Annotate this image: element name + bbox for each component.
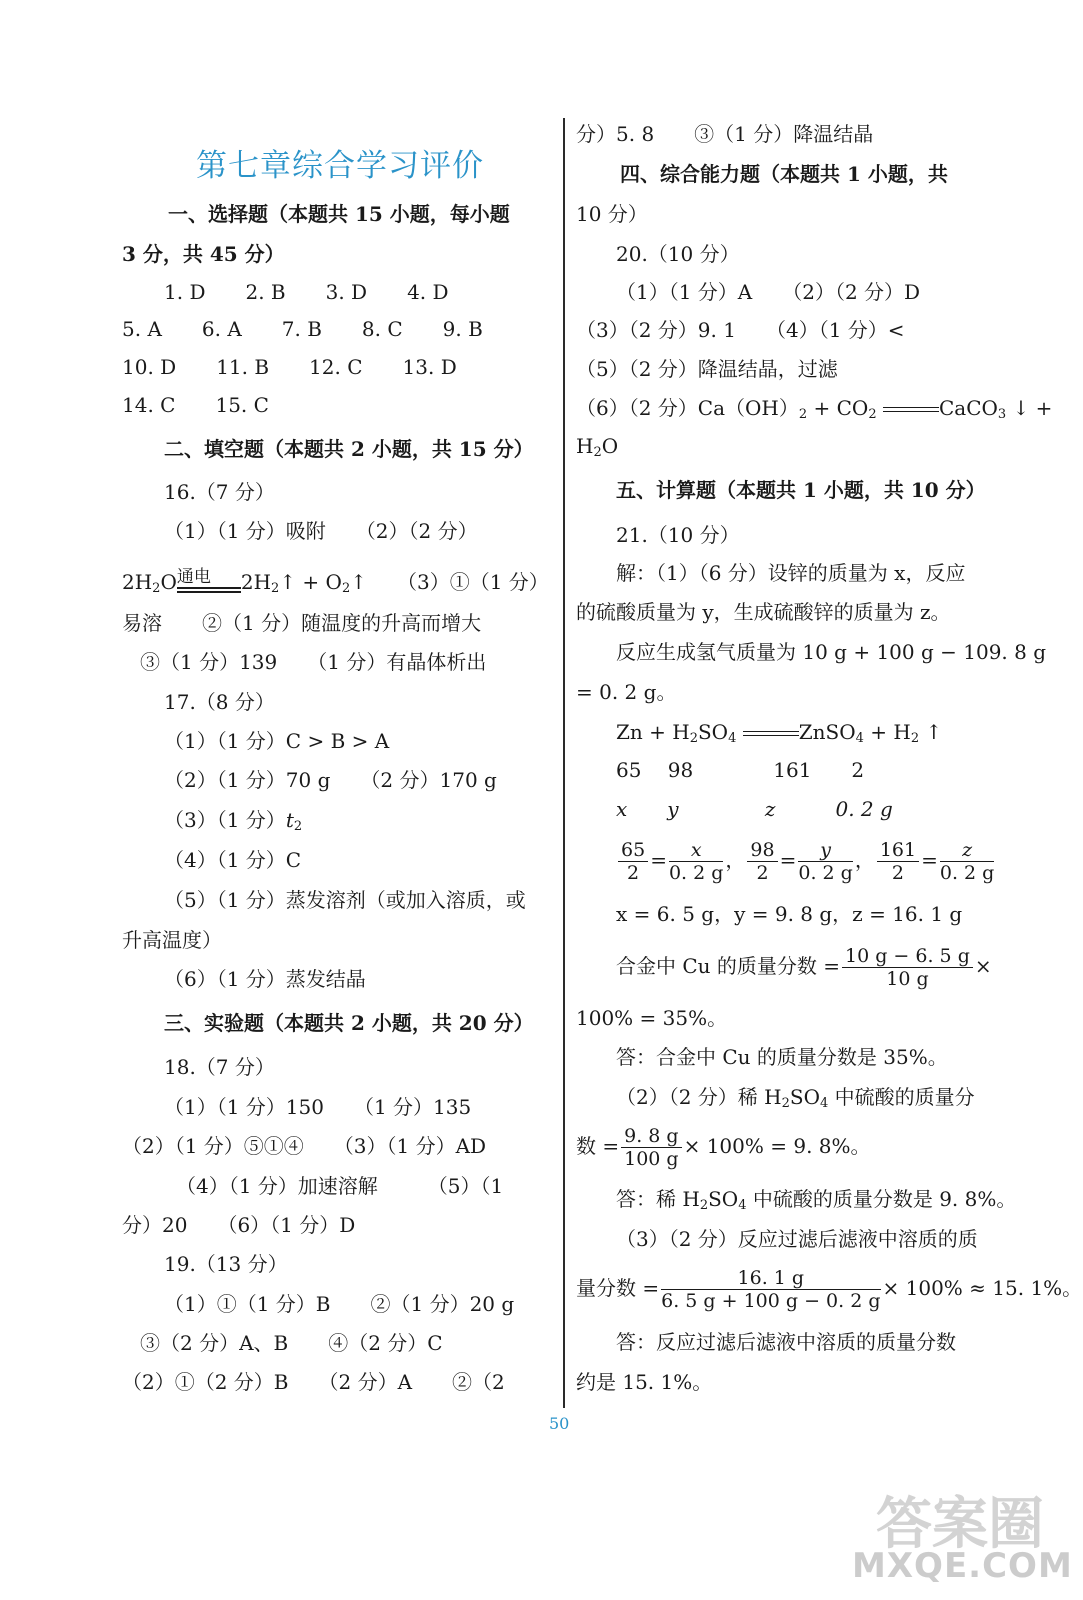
answer-line: （3）（2 分）9. 1 （4）（1 分）< — [576, 318, 905, 342]
answer-statement: 答：合金中 Cu 的质量分数是 35%。 — [616, 1045, 948, 1069]
fraction: $\frac{161}{2}$ — [877, 839, 919, 884]
solution-line: = 0. 2 g。 — [576, 680, 677, 704]
solution-line: 100% = 35%。 — [576, 1006, 728, 1030]
answer-statement: 答：反应过滤后滤液中溶质的质量分数 — [616, 1330, 956, 1354]
answer-line-cont: 升高温度） — [122, 928, 222, 952]
mass-ratio-row: 65 98 161 2 — [616, 758, 865, 782]
solute-fraction: 量分数 = $\frac{16. 1 g}{6. 5 g + 100 g - 0. 2 g}$ × 100% ≈ 15. 1%。 — [576, 1267, 1083, 1312]
solution-line: 反应生成氢气质量为 10 g + 100 g − 109. 8 g — [616, 640, 1047, 664]
answer-row: 14. C 15. C — [122, 393, 269, 417]
answer-statement: 答：稀 $H_2SO_4$ 中硫酸的质量分数是 9. 8%。 — [616, 1187, 1017, 1213]
fraction: $\frac{65}{2}$ — [618, 839, 648, 884]
question-number: 21.（10 分） — [616, 523, 740, 547]
fraction: $\frac{y}{0. 2 g}$ — [798, 839, 853, 884]
watermark-logo: 答案圈 — [876, 1492, 1044, 1557]
sulfuric-fraction: 数 = $\frac{9. 8 g}{100 g}$ × 100% = 9. 8%。 — [576, 1125, 871, 1170]
fraction: $\frac{98}{2}$ — [747, 839, 777, 884]
answer-statement-cont: 约是 15. 1%。 — [576, 1370, 713, 1394]
answer-line: （5）（2 分）降温结晶，过滤 — [576, 357, 838, 381]
answer-line: （3）（1 分）$t_2$ — [164, 808, 303, 834]
solution-line: （2）（2 分）稀 $H_2SO_4$ 中硫酸的质量分 — [616, 1085, 975, 1111]
question-number: 16.（7 分） — [164, 480, 275, 504]
question-number: 18.（7 分） — [164, 1055, 275, 1079]
section-heading-cont: 3 分，共 45 分） — [122, 242, 285, 266]
answer-line: （2）（1 分）⑤①④ （3）（1 分）AD — [122, 1134, 487, 1158]
answer-row: 1. D 2. B 3. D 4. D — [164, 280, 449, 304]
answer-line: （1）（1 分）C > B > A — [164, 729, 390, 753]
answer-line: （5）（1 分）蒸发溶剂（或加入溶质，或 — [164, 888, 526, 912]
section-heading: 五、计算题（本题共 1 小题，共 10 分） — [616, 478, 986, 502]
reaction-condition: 通电 — [177, 577, 241, 601]
section-heading: 四、综合能力题（本题共 1 小题，共 — [620, 162, 948, 186]
fraction: $\frac{9. 8 g}{100 g}$ — [621, 1125, 681, 1170]
answer-line: （1）（1 分）A （2）（2 分）D — [616, 280, 921, 304]
answer-line: （2）（1 分）70 g （2 分）170 g — [164, 768, 497, 792]
answer-line: （1）（1 分）150 （1 分）135 — [164, 1095, 472, 1119]
chem-equation: $Zn + H_2SO_4$ ZnSO$_4$ + $H_2$ ↑ — [616, 720, 943, 746]
solution-result: x = 6. 5 g，y = 9. 8 g，z = 16. 1 g — [616, 902, 963, 926]
section-heading-cont: 10 分） — [576, 202, 648, 226]
chem-equation: （6）（2 分）$Ca(OH)_2 + CO_2$ CaCO$_3$ ↓ + — [576, 396, 1053, 422]
answer-row: 10. D 11. B 12. C 13. D — [122, 355, 457, 379]
equals-sign — [883, 405, 939, 415]
fraction: $\frac{x}{0. 2 g}$ — [668, 839, 724, 884]
section-heading: 一、选择题（本题共 15 小题，每小题 — [168, 202, 510, 226]
watermark-url: MXQE.COM — [852, 1546, 1073, 1586]
answer-line: ③（2 分）A、B ④（2 分）C — [140, 1331, 443, 1355]
section-heading: 三、实验题（本题共 2 小题，共 20 分） — [164, 1011, 534, 1035]
section-heading: 二、填空题（本题共 2 小题，共 15 分） — [164, 437, 534, 461]
answer-line: （1）①（1 分）B ②（1 分）20 g — [164, 1292, 515, 1316]
fraction: $\frac{z}{0. 2 g}$ — [939, 839, 995, 884]
answer-line-cont: 分）20 （6）（1 分）D — [122, 1213, 356, 1237]
equals-sign — [743, 729, 799, 739]
solution-line: 解：（1）（6 分）设锌的质量为 x，反应 — [616, 561, 966, 585]
answer-line: ③（1 分）139 （1 分）有晶体析出 — [140, 650, 487, 674]
answer-line: （2）①（2 分）B （2 分）A ②（2 — [122, 1370, 505, 1394]
watermark — [840, 1480, 1080, 1595]
page-title: 第七章综合学习评价 — [196, 148, 484, 184]
proportion-equations: $\frac{65}{2}$ = $\frac{x}{0. 2 g}$ ， $\frac{98}{2}$ = $\frac{y}{0. 2 g}$ ， $\frac{161}{2}$ = $\frac{z}{0. 2 g}$ — [616, 832, 996, 888]
question-number: 17.（8 分） — [164, 690, 275, 714]
question-number: 19.（13 分） — [164, 1252, 288, 1276]
question-number: 20.（10 分） — [616, 242, 740, 266]
answer-line: （1）（1 分）吸附 （2）（2 分） — [164, 519, 478, 543]
copper-fraction: 合金中 Cu 的质量分数 = $\frac{10 g - 6. 5 g}{10 g}$ × — [616, 945, 992, 990]
answer-line: （4）（1 分）加速溶解 （5）（1 — [176, 1174, 504, 1198]
answer-row: 5. A 6. A 7. B 8. C 9. B — [122, 317, 483, 341]
column-divider — [563, 118, 565, 1408]
fraction: $\frac{16. 1 g}{6. 5 g + 100 g - 0. 2 g}$ — [661, 1267, 881, 1312]
page-number: 50 — [549, 1414, 570, 1433]
answer-line: （6）（1 分）蒸发结晶 — [164, 967, 366, 991]
answer-line: （4）（1 分）C — [164, 848, 302, 872]
mass-unknown-row: x y z 0. 2 g — [616, 797, 893, 821]
solution-line: （3）（2 分）反应过滤后滤液中溶质的质 — [616, 1227, 978, 1251]
answer-line: 易溶 ②（1 分）随温度的升高而增大 — [122, 611, 482, 635]
solution-line: 的硫酸质量为 y，生成硫酸锌的质量为 z。 — [576, 600, 951, 624]
chem-equation-cont: $H_2O$ — [576, 434, 619, 460]
chem-equation: $2H_2O$ 通电 $2H_2↑$ + $O_2↑$ （3）①（1 分） — [122, 570, 549, 601]
fraction: $\frac{10 g - 6. 5 g}{10 g}$ — [842, 945, 973, 990]
answer-line-cont: 分）5. 8 ③（1 分）降温结晶 — [576, 122, 874, 146]
